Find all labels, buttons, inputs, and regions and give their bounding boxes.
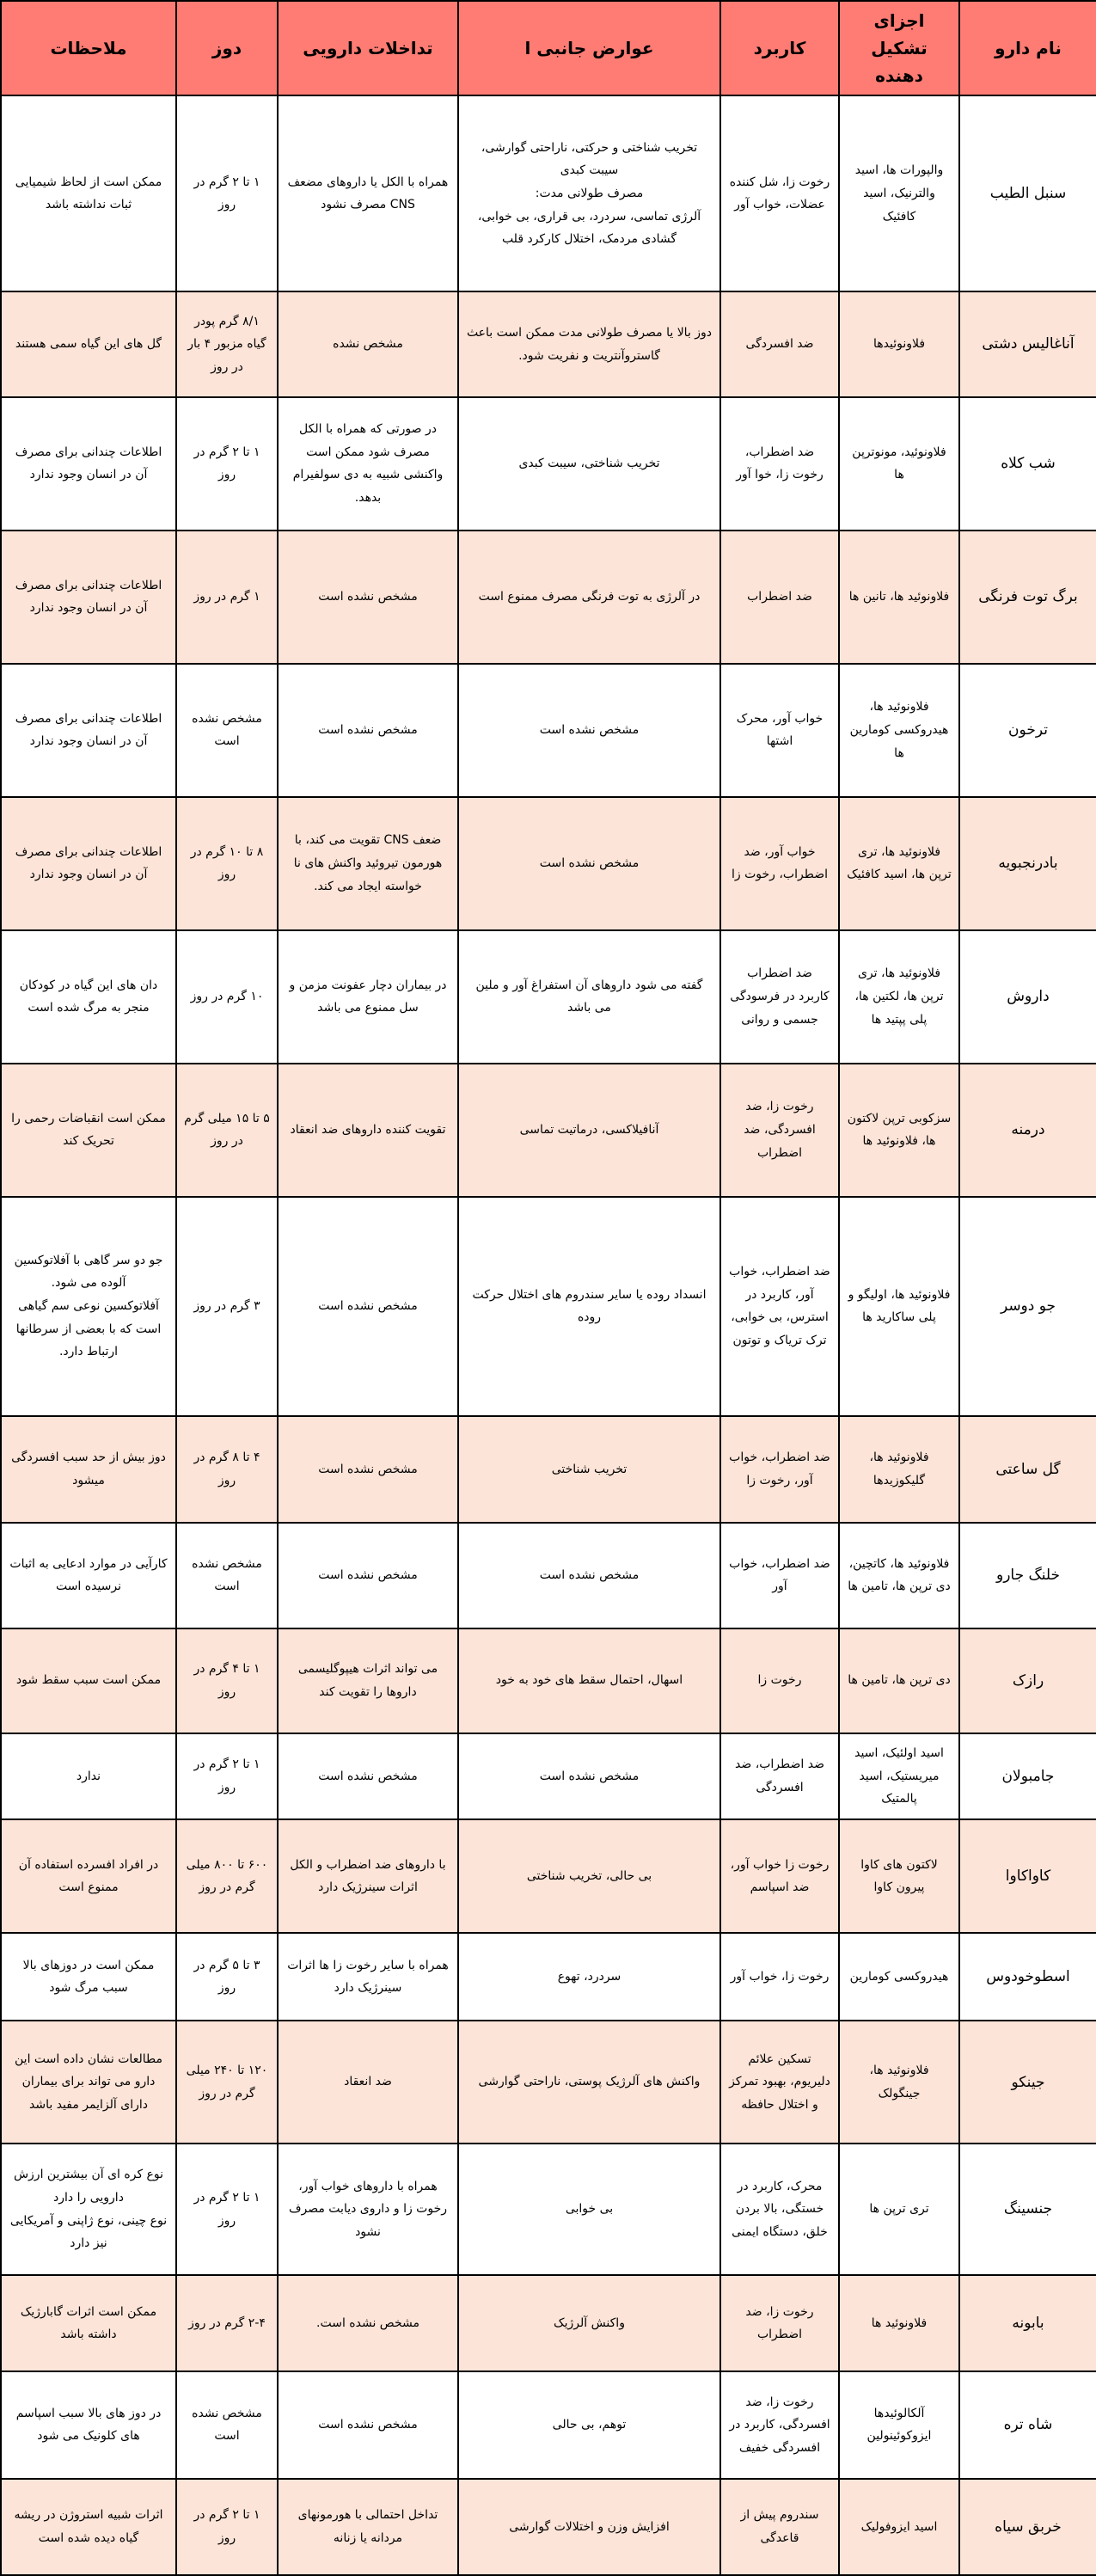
table-row [1, 291, 1096, 396]
drug-name-cell: بادرنجبویه [959, 797, 1096, 930]
usage-cell: ضد اضطراب [720, 531, 839, 664]
interactions-cell: ضعف CNS تقویت می کند، با هورمون تیروئید واکنش های نا خواسته ایجاد می کند. [278, 797, 458, 930]
side-effects-cell: بی حالی، تخریب شناختی [458, 1819, 720, 1934]
usage-cell: رخوت زا خواب آور، ضد اسپاسم [720, 1819, 839, 1934]
notes-cell: کارآیی در موارد ادعایی به اثبات نرسیده است [1, 1523, 176, 1628]
header-side-effects: عوارض جانبی ا [458, 1, 720, 95]
drug-name-cell: شب کلاه [959, 397, 1096, 531]
interactions-cell: مشخص نشده است [278, 1197, 458, 1416]
table-row [1, 2144, 1096, 2275]
dose-cell: ۳ گرم در روز [176, 1197, 278, 1416]
dose-cell: ۲-۴ گرم در روز [176, 2275, 278, 2371]
interactions-cell: مشخص نشده [278, 291, 458, 396]
dose-cell: مشخص نشده است [176, 2371, 278, 2478]
table-row [1, 664, 1096, 797]
usage-cell: رخوت زا [720, 1628, 839, 1733]
interactions-cell: مشخص نشده است [278, 531, 458, 664]
drug-name-cell: ترخون [959, 664, 1096, 797]
notes-cell: در دوز های بالا سبب اسپاسم های کلونیک می شود [1, 2371, 176, 2478]
table-row [1, 95, 1096, 291]
drug-name-cell: درمنه [959, 1064, 1096, 1197]
table-row [1, 930, 1096, 1064]
interactions-cell: همراه با الکل یا داروهای مضعف CNS مصرف نشود [278, 95, 458, 291]
dose-cell: مشخص نشده است [176, 664, 278, 797]
side-effects-cell: گفته می شود داروهای آن استفراغ آور و ملین می باشد [458, 930, 720, 1064]
interactions-cell: مشخص نشده است [278, 1523, 458, 1628]
notes-cell: در افراد افسرده استفاده آن ممنوع است [1, 1819, 176, 1934]
interactions-cell: در بیماران دچار عفونت مزمن و سل ممنوع می باشد [278, 930, 458, 1064]
interactions-cell: تداخل احتمالی با هورمونهای مردانه یا زنانه [278, 2479, 458, 2575]
drug-name-cell: جامبولان [959, 1733, 1096, 1819]
usage-cell: ضد افسردگی [720, 291, 839, 396]
notes-cell: ممکن است سبب سقط شود [1, 1628, 176, 1733]
header-ingredients: اجزای تشکیل دهنده [839, 1, 959, 95]
usage-cell: رخوت زا، ضد افسردگی، ضد اضطراب [720, 1064, 839, 1197]
dose-cell: ۱ تا ۲ گرم در روز [176, 95, 278, 291]
interactions-cell: همراه با سایر رخوت زا ها اثرات سینرژیک دارد [278, 1933, 458, 2021]
notes-cell: ممکن است در دوزهای بالا سبب مرگ شود [1, 1933, 176, 2021]
table-row [1, 531, 1096, 664]
notes-cell: جو دو سر گاهی با آفلاتوکسین آلوده می شود. آفلاتوکسین نوعی سم گیاهی است که با بعضی از سرطانها ارتباط دارد. [1, 1197, 176, 1416]
ingredients-cell: اسید ایزوفولیک [839, 2479, 959, 2575]
usage-cell: رخوت زا، شل کننده عضلات، خواب آور [720, 95, 839, 291]
drug-name-cell: رازک [959, 1628, 1096, 1733]
side-effects-cell: تخریب شناختی، سیبت کبدی [458, 397, 720, 531]
notes-cell: دان های این گیاه در کودکان منجر به مرگ شده است [1, 930, 176, 1064]
usage-cell: رخوت زا، ضد افسردگی، کاربرد در افسردگی خفیف [720, 2371, 839, 2478]
usage-cell: ضد اضطراب کاربرد در فرسودگی جسمی و روانی [720, 930, 839, 1064]
ingredients-cell: فلاونوئید ها، تری ترپن ها، اسید کافئیک [839, 797, 959, 930]
header-notes: ملاحظات [1, 1, 176, 95]
ingredients-cell: فلاونوئید ها، تانین ها [839, 531, 959, 664]
drug-name-cell: برگ توت فرنگی [959, 531, 1096, 664]
drug-name-cell: جینکو [959, 2021, 1096, 2144]
table-row [1, 397, 1096, 531]
side-effects-cell: آنافیلاکسی، درماتیت تماسی [458, 1064, 720, 1197]
table-row [1, 1416, 1096, 1523]
usage-cell: ضد اضطراب، رخوت زا، خوا آور [720, 397, 839, 531]
dose-cell: ۱ تا ۴ گرم در روز [176, 1628, 278, 1733]
drug-name-cell: خلنگ جارو [959, 1523, 1096, 1628]
side-effects-cell: انسداد روده یا سایر سندروم های اختلال حرکت روده [458, 1197, 720, 1416]
drug-name-cell: اسطوخودوس [959, 1933, 1096, 2021]
ingredients-cell: هیدروکسی کومارین [839, 1933, 959, 2021]
drug-name-cell: گل ساعتی [959, 1416, 1096, 1523]
notes-cell: گل های این گیاه سمی هستند [1, 291, 176, 396]
side-effects-cell: مشخص نشده است [458, 1733, 720, 1819]
ingredients-cell: فلاونوئید ها، جینگولک [839, 2021, 959, 2144]
table-row [1, 1628, 1096, 1733]
table-row [1, 1733, 1096, 1819]
ingredients-cell: آلکالوئیدها ایزوکوئینولین [839, 2371, 959, 2478]
notes-cell: اطلاعات چندانی برای مصرف آن در انسان وجود ندارد [1, 797, 176, 930]
interactions-cell: با داروهای ضد اضطراب و الکل اثرات سینرژیک دارد [278, 1819, 458, 1934]
dose-cell: ۱۲۰ تا ۲۴۰ میلی گرم در روز [176, 2021, 278, 2144]
interactions-cell: ضد انعقاد [278, 2021, 458, 2144]
usage-cell: ضد اضطراب، ضد افسردگی [720, 1733, 839, 1819]
side-effects-cell: توهم، بی حالی [458, 2371, 720, 2478]
drug-name-cell: جو دوسر [959, 1197, 1096, 1416]
header-drug-name: نام دارو [959, 1, 1096, 95]
usage-cell: خواب آور، محرک اشتها [720, 664, 839, 797]
interactions-cell: مشخص نشده است [278, 664, 458, 797]
ingredients-cell: والپورات ها، اسید والترنیک، اسید کافئیک [839, 95, 959, 291]
dose-cell: ۴ تا ۸ گرم در روز [176, 1416, 278, 1523]
notes-cell: اثرات شبیه استروژن در ریشه گیاه دیده شده است [1, 2479, 176, 2575]
header-usage: کاربرد [720, 1, 839, 95]
usage-cell: تسکین علائم دلیریوم، بهبود تمرکز و اختلال حافظه [720, 2021, 839, 2144]
ingredients-cell: سزکوبی ترپن لاکتون ها، فلاونوئید ها [839, 1064, 959, 1197]
side-effects-cell: افزایش وزن و اختلالات گوارشی [458, 2479, 720, 2575]
dose-cell: ۸/۱ گرم پودر گیاه مزبور ۴ بار در روز [176, 291, 278, 396]
drug-name-cell: جنسینگ [959, 2144, 1096, 2275]
dose-cell: ۶۰۰ تا ۸۰۰ میلی گرم در روز [176, 1819, 278, 1934]
notes-cell: ممکن است اثرات گابارژیک داشته باشد [1, 2275, 176, 2371]
interactions-cell: تقویت کننده داروهای ضد انعقاد [278, 1064, 458, 1197]
table-row [1, 797, 1096, 930]
notes-cell: اطلاعات چندانی برای مصرف آن در انسان وجود ندارد [1, 531, 176, 664]
interactions-cell: می تواند اثرات هیپوگلیسمی داروها را تقویت کند [278, 1628, 458, 1733]
side-effects-cell: تخریب شناختی [458, 1416, 720, 1523]
usage-cell: خواب آور، ضد اضطراب، رخوت زا [720, 797, 839, 930]
ingredients-cell: فلاونوئید ها، هیدروکسی کومارین ها [839, 664, 959, 797]
dose-cell: ۱ تا ۲ گرم در روز [176, 2479, 278, 2575]
dose-cell: ۱ تا ۲ گرم در روز [176, 2144, 278, 2275]
interactions-cell: در صورتی که همراه با الکل مصرف شود ممکن است واکنشی شبیه به دی سولفیرام بدهد. [278, 397, 458, 531]
drug-name-cell: بابونه [959, 2275, 1096, 2371]
table-row [1, 1933, 1096, 2021]
usage-cell: محرک، کاربرد در خستگی، بالا بردن خلق، دستگاه ایمنی [720, 2144, 839, 2275]
side-effects-cell: واکنش آلرژیک [458, 2275, 720, 2371]
table-row [1, 2275, 1096, 2371]
usage-cell: سندروم پیش از قاعدگی [720, 2479, 839, 2575]
ingredients-cell: فلاونوئید ها [839, 2275, 959, 2371]
side-effects-cell: در آلرژی به توت فرنگی مصرف ممنوع است [458, 531, 720, 664]
notes-cell: دوز بیش از حد سبب افسردگی میشود [1, 1416, 176, 1523]
drug-name-cell: خربق سیاه [959, 2479, 1096, 2575]
usage-cell: ضد اضطراب، خواب آور، رخوت زا [720, 1416, 839, 1523]
table-row [1, 2371, 1096, 2478]
usage-cell: ضد اضطراب، خواب آور، کاربرد در استرس، بی خوابی، ترک تریاک و توتون [720, 1197, 839, 1416]
ingredients-cell: فلاونوئید ها، تری ترپن ها، لکتین ها، پلی پپتید ها [839, 930, 959, 1064]
dose-cell: ۵ تا ۱۵ میلی گرم در روز [176, 1064, 278, 1197]
ingredients-cell: لاکتون های کاوا پیرون کاوا [839, 1819, 959, 1934]
table-row [1, 1064, 1096, 1197]
notes-cell: اطلاعات چندانی برای مصرف آن در انسان وجود ندارد [1, 664, 176, 797]
side-effects-cell: تخریب شناختی و حرکتی، ناراحتی گوارشی، سیبت کبدی مصرف طولانی مدت: آلرژی تماسی، سردرد، بی قراری، بی خوابی، گشادی مردمک، اختلال کارکرد قلب [458, 95, 720, 291]
notes-cell: ممکن است انقباضات رحمی را تحریک کند [1, 1064, 176, 1197]
table-row [1, 2021, 1096, 2144]
side-effects-cell: مشخص نشده است [458, 1523, 720, 1628]
drug-name-cell: سنبل الطیب [959, 95, 1096, 291]
ingredients-cell: دی ترپن ها، تامین ها [839, 1628, 959, 1733]
notes-cell: ممکن است از لحاظ شیمیایی ثبات نداشته باشد [1, 95, 176, 291]
dose-cell: مشخص نشده است [176, 1523, 278, 1628]
usage-cell: رخوت زا، خواب آور [720, 1933, 839, 2021]
ingredients-cell: فلاونوئید، مونوترپن ها [839, 397, 959, 531]
side-effects-cell: اسهال، احتمال سقط های خود به خود [458, 1628, 720, 1733]
ingredients-cell: تری ترپن ها [839, 2144, 959, 2275]
table-row [1, 1197, 1096, 1416]
side-effects-cell: واکنش های آلرژیک پوستی، ناراحتی گوارشی [458, 2021, 720, 2144]
side-effects-cell: دوز بالا یا مصرف طولانی مدت ممکن است باعث گاستروآنتریت و نفریت شود. [458, 291, 720, 396]
interactions-cell: مشخص نشده است. [278, 2275, 458, 2371]
dose-cell: ۱ تا ۲ گرم در روز [176, 1733, 278, 1819]
interactions-cell: مشخص نشده است [278, 1416, 458, 1523]
interactions-cell: مشخص نشده است [278, 1733, 458, 1819]
header-dose: دوز [176, 1, 278, 95]
drug-name-cell: کاواکاوا [959, 1819, 1096, 1934]
notes-cell: ندارد [1, 1733, 176, 1819]
table-header-row [1, 1, 1096, 95]
ingredients-cell: فلاونوئید ها، اولیگو و پلی ساکارید ها [839, 1197, 959, 1416]
dose-cell: ۱ گرم در روز [176, 531, 278, 664]
dose-cell: ۸ تا ۱۰ گرم در روز [176, 797, 278, 930]
header-interactions: تداخلات دارویی [278, 1, 458, 95]
ingredients-cell: فلاونوئیدها [839, 291, 959, 396]
side-effects-cell: بی خوابی [458, 2144, 720, 2275]
notes-cell: مطالعات نشان داده است این دارو می تواند برای بیماران دارای آلزایمر مفید باشد [1, 2021, 176, 2144]
side-effects-cell: سردرد، تهوع [458, 1933, 720, 2021]
notes-cell: نوع کره ای آن بیشترین ارزش دارویی را دارد نوع چینی، نوع ژاپنی و آمریکایی نیز دارد [1, 2144, 176, 2275]
table-row [1, 2479, 1096, 2575]
ingredients-cell: فلاونوئید ها، کاتچین، دی ترپن ها، تامین ها [839, 1523, 959, 1628]
table-row [1, 1523, 1096, 1628]
notes-cell: اطلاعات چندانی برای مصرف آن در انسان وجود ندارد [1, 397, 176, 531]
side-effects-cell: مشخص نشده است [458, 664, 720, 797]
interactions-cell: مشخص نشده است [278, 2371, 458, 2478]
dose-cell: ۳ تا ۵ گرم در روز [176, 1933, 278, 2021]
usage-cell: رخوت زا، ضد اضطراب [720, 2275, 839, 2371]
table-row [1, 1819, 1096, 1934]
drug-name-cell: داروش [959, 930, 1096, 1064]
dose-cell: ۱ تا ۲ گرم در روز [176, 397, 278, 531]
dose-cell: ۱۰ گرم در روز [176, 930, 278, 1064]
interactions-cell: همراه با داروهای خواب آور، رخوت زا و داروی دیابت مصرف نشود [278, 2144, 458, 2275]
usage-cell: ضد اضطراب، خواب آور [720, 1523, 839, 1628]
ingredients-cell: اسید اولئیک، اسید میریستیک، اسید پالمتیک [839, 1733, 959, 1819]
drug-name-cell: شاه تره [959, 2371, 1096, 2478]
drug-name-cell: آناغالیس دشتی [959, 291, 1096, 396]
ingredients-cell: فلاونوئید ها، گلیکوزیدها [839, 1416, 959, 1523]
side-effects-cell: مشخص نشده است [458, 797, 720, 930]
